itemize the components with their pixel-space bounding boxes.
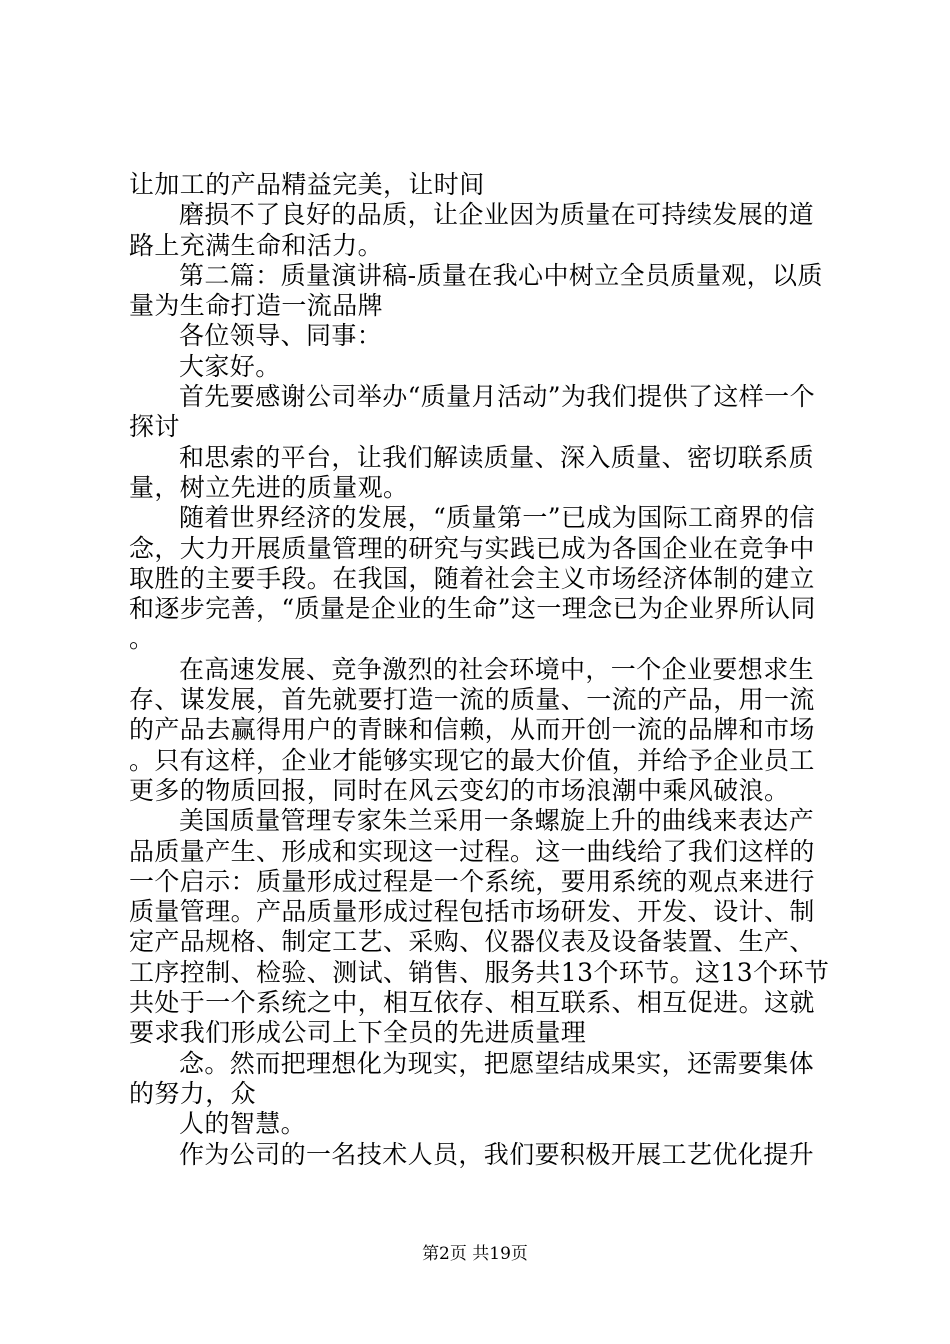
paragraph-11: 念。然而把理想化为现实，把愿望结成果实，还需要集体的努力，众 [129, 1048, 815, 1108]
paragraph-2: 磨损不了良好的品质，让企业因为质量在可持续发展的道路上充满生命和活力。 [129, 200, 815, 260]
page-footer [0, 1243, 950, 1265]
paragraph-12: 人的智慧。 [179, 1109, 307, 1139]
paragraph-5: 大家好。 [179, 351, 281, 381]
document-body [129, 170, 835, 1170]
paragraph-9: 在高速发展、竞争激烈的社会环境中，一个企业要想求生存、谋发展，首先就要打造一流的质量、一流的产品，用一流的产品去赢得用户的青睐和信赖，从而开创一流的品牌和市场。只有这样，企业才能够实现它的最大价值，并给予企业员工更多的物质回报，同时在风云变幻的市场浪潮中乘风破浪。 [129, 654, 815, 805]
paragraph-1: 让加工的产品精益完美，让时间 [129, 170, 485, 199]
paragraph-4: 各位领导、同事： [179, 321, 383, 351]
paragraph-6: 首先要感谢公司举办“质量月活动”为我们提供了这样一个探讨 [129, 382, 815, 442]
paragraph-3: 第二篇：质量演讲稿-质量在我心中树立全员质量观，以质量为生命打造一流品牌 [129, 260, 823, 321]
page-number-label: 第2页 共19页 [422, 1244, 528, 1264]
paragraph-8: 随着世界经济的发展，“质量第一”已成为国际工商界的信念，大力开展质量管理的研究与实践已成为各国企业在竞争中取胜的主要手段。在我国，随着社会主义市场经济体制的建立和逐步完善，“质量是企业的生命”这一理念已为企业界所认同。 [129, 503, 816, 654]
paragraph-7: 和思索的平台，让我们解读质量、深入质量、密切联系质量，树立先进的质量观。 [129, 442, 815, 502]
paragraph-10: 美国质量管理专家朱兰采用一条螺旋上升的曲线来表达产品质量产生、形成和实现这一过程。这一曲线给了我们这样的一个启示：质量形成过程是一个系统，要用系统的观点来进行质量管理。产品质量形成过程包括市场研发、开发、设计、制定产品规格、制定工艺、采购、仪器仪表及设备装置、生产、工序控制、检验、测试、销售、服务共13个环节。这13个环节共处于一个系统之中，相互依存、相互联系、相互促进。这就要求我们形成公司上下全员的先进质量理 [129, 806, 830, 1048]
paragraph-13: 作为公司的一名技术人员，我们要积极开展工艺优化提升 [179, 1139, 815, 1169]
